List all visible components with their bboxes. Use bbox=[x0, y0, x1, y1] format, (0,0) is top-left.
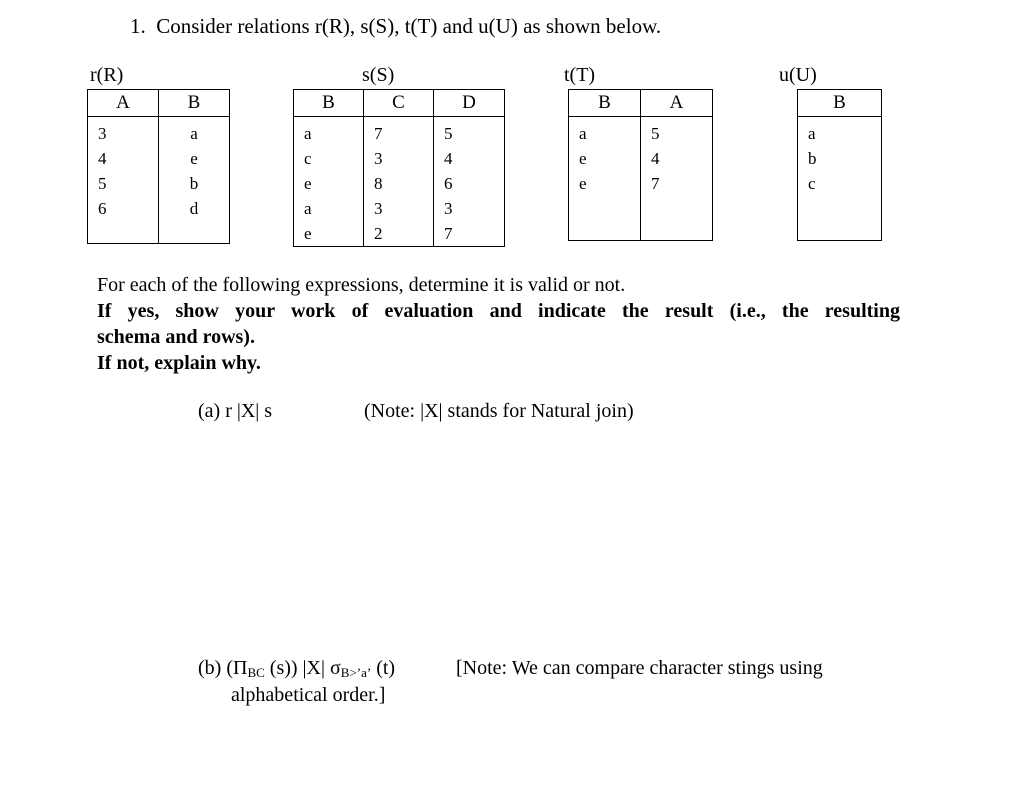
table-row bbox=[798, 218, 882, 241]
table-row bbox=[294, 196, 505, 221]
instruction-line: If not, explain why. bbox=[97, 352, 261, 374]
relation-u-label: u(U) bbox=[779, 64, 817, 86]
table-cell: 5 bbox=[88, 171, 159, 196]
table-cell: 6 bbox=[434, 171, 505, 196]
column-header: C bbox=[364, 90, 434, 117]
column-header: A bbox=[88, 90, 159, 117]
projection-subscript: BC bbox=[247, 665, 265, 680]
table-row bbox=[88, 171, 230, 196]
table-cell: 6 bbox=[88, 196, 159, 221]
table-cell: 7 bbox=[364, 117, 434, 147]
table-cell: 3 bbox=[88, 117, 159, 147]
table-cell: a bbox=[798, 117, 882, 147]
table-cell: 8 bbox=[364, 171, 434, 196]
table-cell: e bbox=[159, 146, 230, 171]
table-cell: 3 bbox=[364, 146, 434, 171]
relation-r-table bbox=[87, 89, 230, 244]
table-row bbox=[569, 196, 713, 218]
table-cell: 4 bbox=[88, 146, 159, 171]
table-cell: c bbox=[798, 171, 882, 196]
table-cell: b bbox=[798, 146, 882, 171]
column-header: A bbox=[641, 90, 713, 117]
part-b-expression bbox=[198, 657, 395, 681]
table-cell: b bbox=[159, 171, 230, 196]
relation-t-table bbox=[568, 89, 713, 241]
table-row bbox=[569, 218, 713, 241]
table-row bbox=[294, 117, 505, 147]
table-cell: 4 bbox=[641, 146, 713, 171]
column-header: B bbox=[294, 90, 364, 117]
table-row bbox=[294, 146, 505, 171]
instructions bbox=[97, 272, 900, 376]
column-header: D bbox=[434, 90, 505, 117]
part-a-expression: (a) r |X| s bbox=[198, 400, 273, 422]
table-cell: e bbox=[569, 146, 641, 171]
table-cell: c bbox=[294, 146, 364, 171]
table-cell: 4 bbox=[434, 146, 505, 171]
expr-text: (s)) |X| σ bbox=[264, 657, 341, 679]
table-cell: e bbox=[294, 171, 364, 196]
table-cell: e bbox=[294, 221, 364, 247]
table-row bbox=[798, 146, 882, 171]
table-cell: 3 bbox=[364, 196, 434, 221]
table-cell: 7 bbox=[434, 221, 505, 247]
table-cell: d bbox=[159, 196, 230, 221]
table-cell: a bbox=[159, 117, 230, 147]
table-cell: 5 bbox=[434, 117, 505, 147]
table-row bbox=[569, 171, 713, 196]
table-cell: a bbox=[294, 196, 364, 221]
part-b-note: [Note: We can compare character stings using bbox=[456, 657, 823, 679]
expr-text: (b) (Π bbox=[198, 657, 248, 679]
instruction-line: If yes, show your work of evaluation and indicate the result (i.e., the resulting bbox=[97, 300, 900, 322]
table-cell: 2 bbox=[364, 221, 434, 247]
relation-u-table bbox=[797, 89, 882, 241]
relation-t-label: t(T) bbox=[564, 64, 596, 86]
table-row bbox=[88, 146, 230, 171]
expr-text: (t) bbox=[371, 657, 396, 679]
table-cell: e bbox=[569, 171, 641, 196]
relation-r-label: r(R) bbox=[90, 64, 124, 86]
table-row bbox=[88, 221, 230, 244]
table-row bbox=[88, 117, 230, 147]
table-row bbox=[294, 221, 505, 247]
column-header: B bbox=[798, 90, 882, 117]
table-row bbox=[569, 146, 713, 171]
part-b-note-continued: alphabetical order.] bbox=[231, 684, 386, 706]
table-row bbox=[294, 171, 505, 196]
table-row bbox=[798, 196, 882, 218]
table-row bbox=[88, 196, 230, 221]
table-cell: 5 bbox=[641, 117, 713, 147]
table-cell: a bbox=[294, 117, 364, 147]
part-a-note: (Note: |X| stands for Natural join) bbox=[364, 400, 634, 422]
instruction-line: schema and rows). bbox=[97, 326, 255, 348]
column-header: B bbox=[159, 90, 230, 117]
question-title: 1. Consider relations r(R), s(S), t(T) and u(U) as shown below. bbox=[130, 14, 662, 38]
table-cell: 3 bbox=[434, 196, 505, 221]
instruction-line: For each of the following expressions, determine it is valid or not. bbox=[97, 274, 626, 296]
relation-s-table bbox=[293, 89, 505, 247]
table-cell: 7 bbox=[641, 171, 713, 196]
table-row bbox=[798, 171, 882, 196]
table-row bbox=[569, 117, 713, 147]
table-row bbox=[798, 117, 882, 147]
column-header: B bbox=[569, 90, 641, 117]
relation-s-label: s(S) bbox=[362, 64, 395, 86]
table-cell: a bbox=[569, 117, 641, 147]
selection-subscript: B>’a’ bbox=[340, 665, 372, 680]
